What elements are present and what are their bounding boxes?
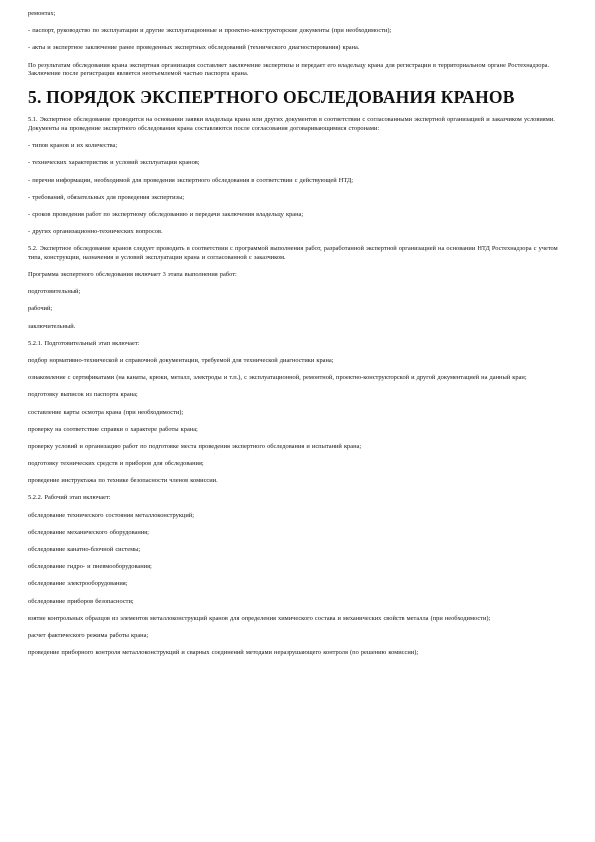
- paragraph-prior-acts: - акты и экспертное заключение ранее проведенных экспертных обследований (технического диагностирования) крана.: [28, 44, 360, 52]
- list-item-other-issues: - других организационно-технических вопросов.: [28, 228, 163, 236]
- list-item-documentation-selection: подбор нормативно-технической и справочной документации, требуемой для технической диагностики крана;: [28, 356, 334, 364]
- paragraph-conclusion-registration: По результатам обследования крана экспертная организация составляет заключение экспертизы и передает его владельцу крана для регистрации в территориальном органе Ростехнадзора. Заключение после регистрации является неотъемлемой частью паспорта крана.: [28, 61, 550, 78]
- list-item-electrical: обследование электрооборудования;: [28, 580, 128, 588]
- list-item-site-preparation: проверку условий и организацию работ по подготовке места проведения экспертного обследования и испытаний крана;: [28, 442, 362, 450]
- stage-final: заключительный.: [28, 322, 76, 330]
- paragraph-5-2-1: 5.2.1. Подготовительный этап включает:: [28, 339, 140, 347]
- stage-working: рабочий;: [28, 305, 53, 313]
- paragraph-5-2-2: 5.2.2. Рабочий этап включает:: [28, 494, 111, 502]
- section-heading: 5. ПОРЯДОК ЭКСПЕРТНОГО ОБСЛЕДОВАНИЯ КРАНОВ: [28, 87, 515, 108]
- stage-preparatory: подготовительный;: [28, 288, 81, 296]
- list-item-safety-briefing: проведение инструктажа по технике безопасности членов комиссии.: [28, 477, 218, 485]
- list-item-safety-devices: обследование приборов безопасности;: [28, 597, 134, 605]
- list-item-rope-block-system: обследование канатно-блочной системы;: [28, 546, 141, 554]
- document-page: [28, 10, 568, 666]
- paragraph-repairs: ремонтах;: [28, 10, 56, 17]
- list-item-crane-types: - типов кранов и их количества;: [28, 142, 118, 150]
- list-item-mechanical-equipment: обследование механического оборудования;: [28, 528, 149, 536]
- list-item-metal-structures: обследование технического состояния металлоконструкций;: [28, 511, 194, 519]
- list-item-duty-calculation: расчет фактического режима работы крана;: [28, 631, 149, 639]
- list-item-hydro-pneumo: обследование гидро- и пневмооборудования;: [28, 563, 152, 571]
- paragraph-5-1: 5.1. Экспертное обследование проводится на основании заявки владельца крана или других документов в соответствии с согласованными экспертной организацией и заказчиком условиями. Документы на проведение экспертного обследования крана составляются после согласования договаривающимися сторонами:: [28, 116, 555, 132]
- paragraph-5-2: 5.2. Экспертное обследование кранов следует проводить в соответствии с программой выполнения работ, разработанной экспертной организацией на основании НТД Ростехнадзора с учетом типа, конструкции, назначения и условий эксплуатации крана и согласованной с заказчиком.: [28, 245, 558, 261]
- paragraph-passport: - паспорт, руководство по эксплуатации и другие эксплуатационные и проектно-конструкторские документы (при необходимости);: [28, 27, 392, 35]
- list-item-work-reference-check: проверку на соответствие справки о характере работы крана;: [28, 425, 198, 433]
- list-item-technical-specs: - технических характеристик и условий эксплуатации кранов;: [28, 159, 200, 167]
- list-item-deadlines: - сроков проведения работ по экспертному обследованию и передачи заключения владельцу крана;: [28, 210, 304, 218]
- list-item-passport-extracts: подготовку выписок из паспорта крана;: [28, 391, 138, 399]
- paragraph-program-stages: Программа экспертного обследования включает 3 этапа выполнения работ:: [28, 271, 237, 279]
- list-item-certificates-review: ознакомление с сертификатами (на канаты, крюки, металл, электроды и т.п.), с эксплуатационной, ремонтной, проектно-конструкторской и другой документацией на данный кран;: [28, 374, 527, 382]
- list-item-information-list: - перечня информации, необходимой для проведения экспертного обследования в соответствии с действующей НТД;: [28, 176, 353, 184]
- list-item-inspection-map: составление карты осмотра крана (при необходимости);: [28, 408, 184, 416]
- list-item-ndt-control: проведение приборного контроля металлоконструкций и сварных соединений методами неразрушающего контроля (по решению комиссии);: [28, 649, 419, 657]
- list-item-requirements: - требований, обязательных для проведения экспертизы;: [28, 193, 185, 201]
- list-item-control-samples: взятие контрольных образцов из элементов металлоконструкций кранов для определения химического состава и механических свойств металла (при необходимости);: [28, 614, 491, 622]
- list-item-instruments-preparation: подготовку технических средств и приборов для обследования;: [28, 460, 204, 468]
